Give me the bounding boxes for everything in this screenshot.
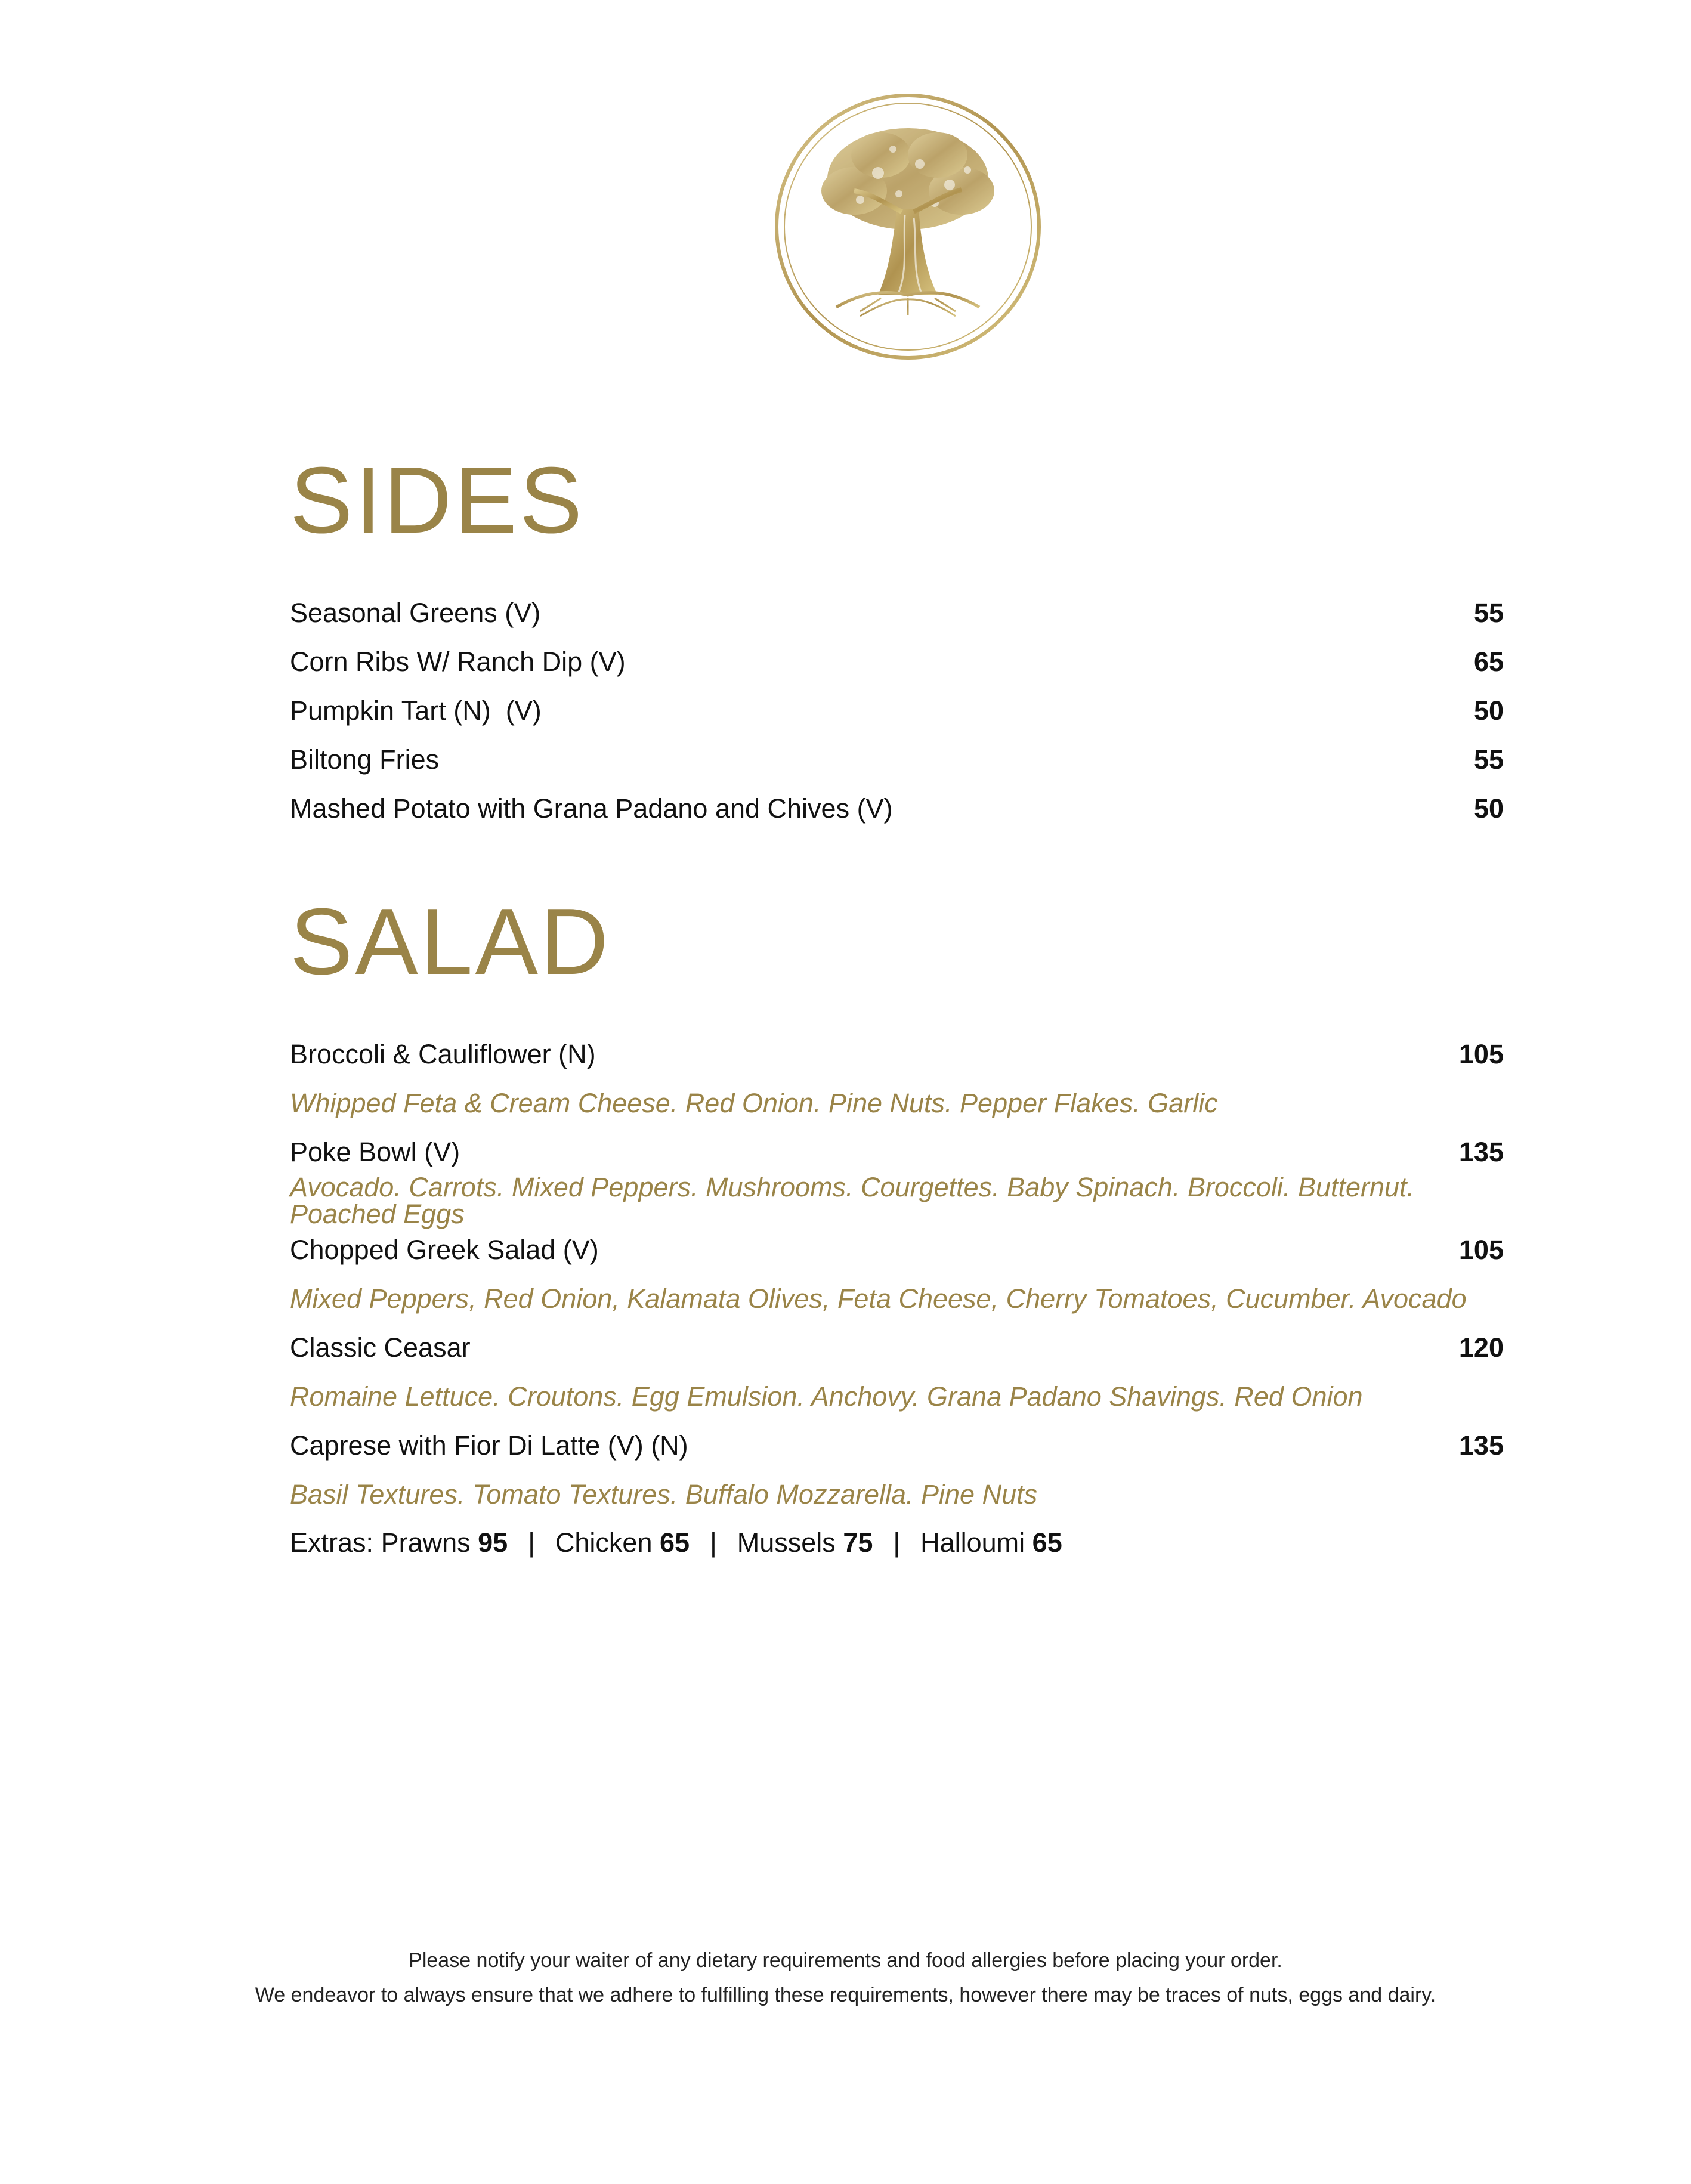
menu-item-row (290, 787, 1504, 829)
extra-price: 65 (660, 1527, 690, 1558)
extra-price: 95 (478, 1527, 508, 1558)
extra-price: 65 (1032, 1527, 1062, 1558)
menu-item-price: 135 (1458, 1430, 1504, 1461)
menu-item-name: Pumpkin Tart (N) (V) (290, 695, 542, 726)
menu-item-row (290, 1326, 1504, 1368)
menu-item-name: Classic Ceasar (290, 1332, 471, 1363)
menu-item-price: 50 (1473, 793, 1504, 824)
extra-price: 75 (843, 1527, 873, 1558)
menu-item-name: Biltong Fries (290, 744, 440, 775)
extras-line (290, 1522, 1062, 1564)
menu-item-name: Poke Bowl (V) (290, 1136, 460, 1167)
menu-item-row (290, 1131, 1504, 1173)
menu-item-description: Avocado. Carrots. Mixed Peppers. Mushrooms. Courgettes. Baby Spinach. Broccoli. Butternut. Poached Eggs (290, 1172, 1415, 1229)
extras-separator: | (893, 1527, 901, 1558)
menu-item-name: Chopped Greek Salad (V) (290, 1234, 599, 1265)
extra-name: Prawns (381, 1527, 471, 1558)
allergy-notice-line1: Please notify your waiter of any dietary requirements and food allergies before placing your order. (409, 1949, 1282, 1972)
extra-name: Mussels (737, 1527, 836, 1558)
sides-title: SIDES (290, 448, 585, 553)
menu-item-name: Corn Ribs W/ Ranch Dip (V) (290, 646, 626, 677)
menu-item-description: Mixed Peppers, Red Onion, Kalamata Olives, Feta Cheese, Cherry Tomatoes, Cucumber. Avocado (290, 1283, 1467, 1314)
menu-item-price: 55 (1473, 744, 1504, 775)
menu-item-price: 120 (1458, 1332, 1504, 1363)
menu-item-description: Whipped Feta & Cream Cheese. Red Onion. Pine Nuts. Pepper Flakes. Garlic (290, 1087, 1218, 1118)
menu-item-description: Basil Textures. Tomato Textures. Buffalo Mozzarella. Pine Nuts (290, 1478, 1038, 1509)
menu-item-name: Seasonal Greens (V) (290, 597, 541, 628)
tree-in-circle-logo-icon (771, 89, 1045, 364)
menu-item-row (290, 738, 1504, 780)
menu-item-price: 105 (1458, 1234, 1504, 1265)
menu-item-row (290, 1424, 1504, 1466)
menu-item-price: 65 (1473, 646, 1504, 677)
extras-label: Extras: (290, 1527, 374, 1558)
menu-item-row (290, 641, 1504, 682)
extra-name: Chicken (555, 1527, 653, 1558)
extras-separator: | (528, 1527, 535, 1558)
salad-title: SALAD (290, 889, 611, 994)
menu-item-name: Broccoli & Cauliflower (N) (290, 1038, 596, 1069)
menu-item-name: Caprese with Fior Di Latte (V) (N) (290, 1430, 688, 1461)
menu-item-price: 55 (1473, 597, 1504, 628)
menu-item-price: 50 (1473, 695, 1504, 726)
menu-item-row (290, 1033, 1504, 1075)
menu-item-price: 135 (1458, 1136, 1504, 1167)
extra-name: Halloumi (920, 1527, 1025, 1558)
extras-separator: | (710, 1527, 717, 1558)
menu-item-name: Mashed Potato with Grana Padano and Chives (V) (290, 793, 893, 824)
allergy-notice-line2: We endeavor to always ensure that we adhere to fulfilling these requirements, however there may be traces of nuts, eggs and dairy. (255, 1984, 1436, 2006)
tree-logo (771, 89, 1045, 364)
menu-item-row (290, 592, 1504, 633)
menu-item-row (290, 1229, 1504, 1270)
menu-item-price: 105 (1458, 1038, 1504, 1069)
menu-item-row (290, 689, 1504, 731)
menu-item-description: Romaine Lettuce. Croutons. Egg Emulsion. Anchovy. Grana Padano Shavings. Red Onion (290, 1381, 1363, 1412)
